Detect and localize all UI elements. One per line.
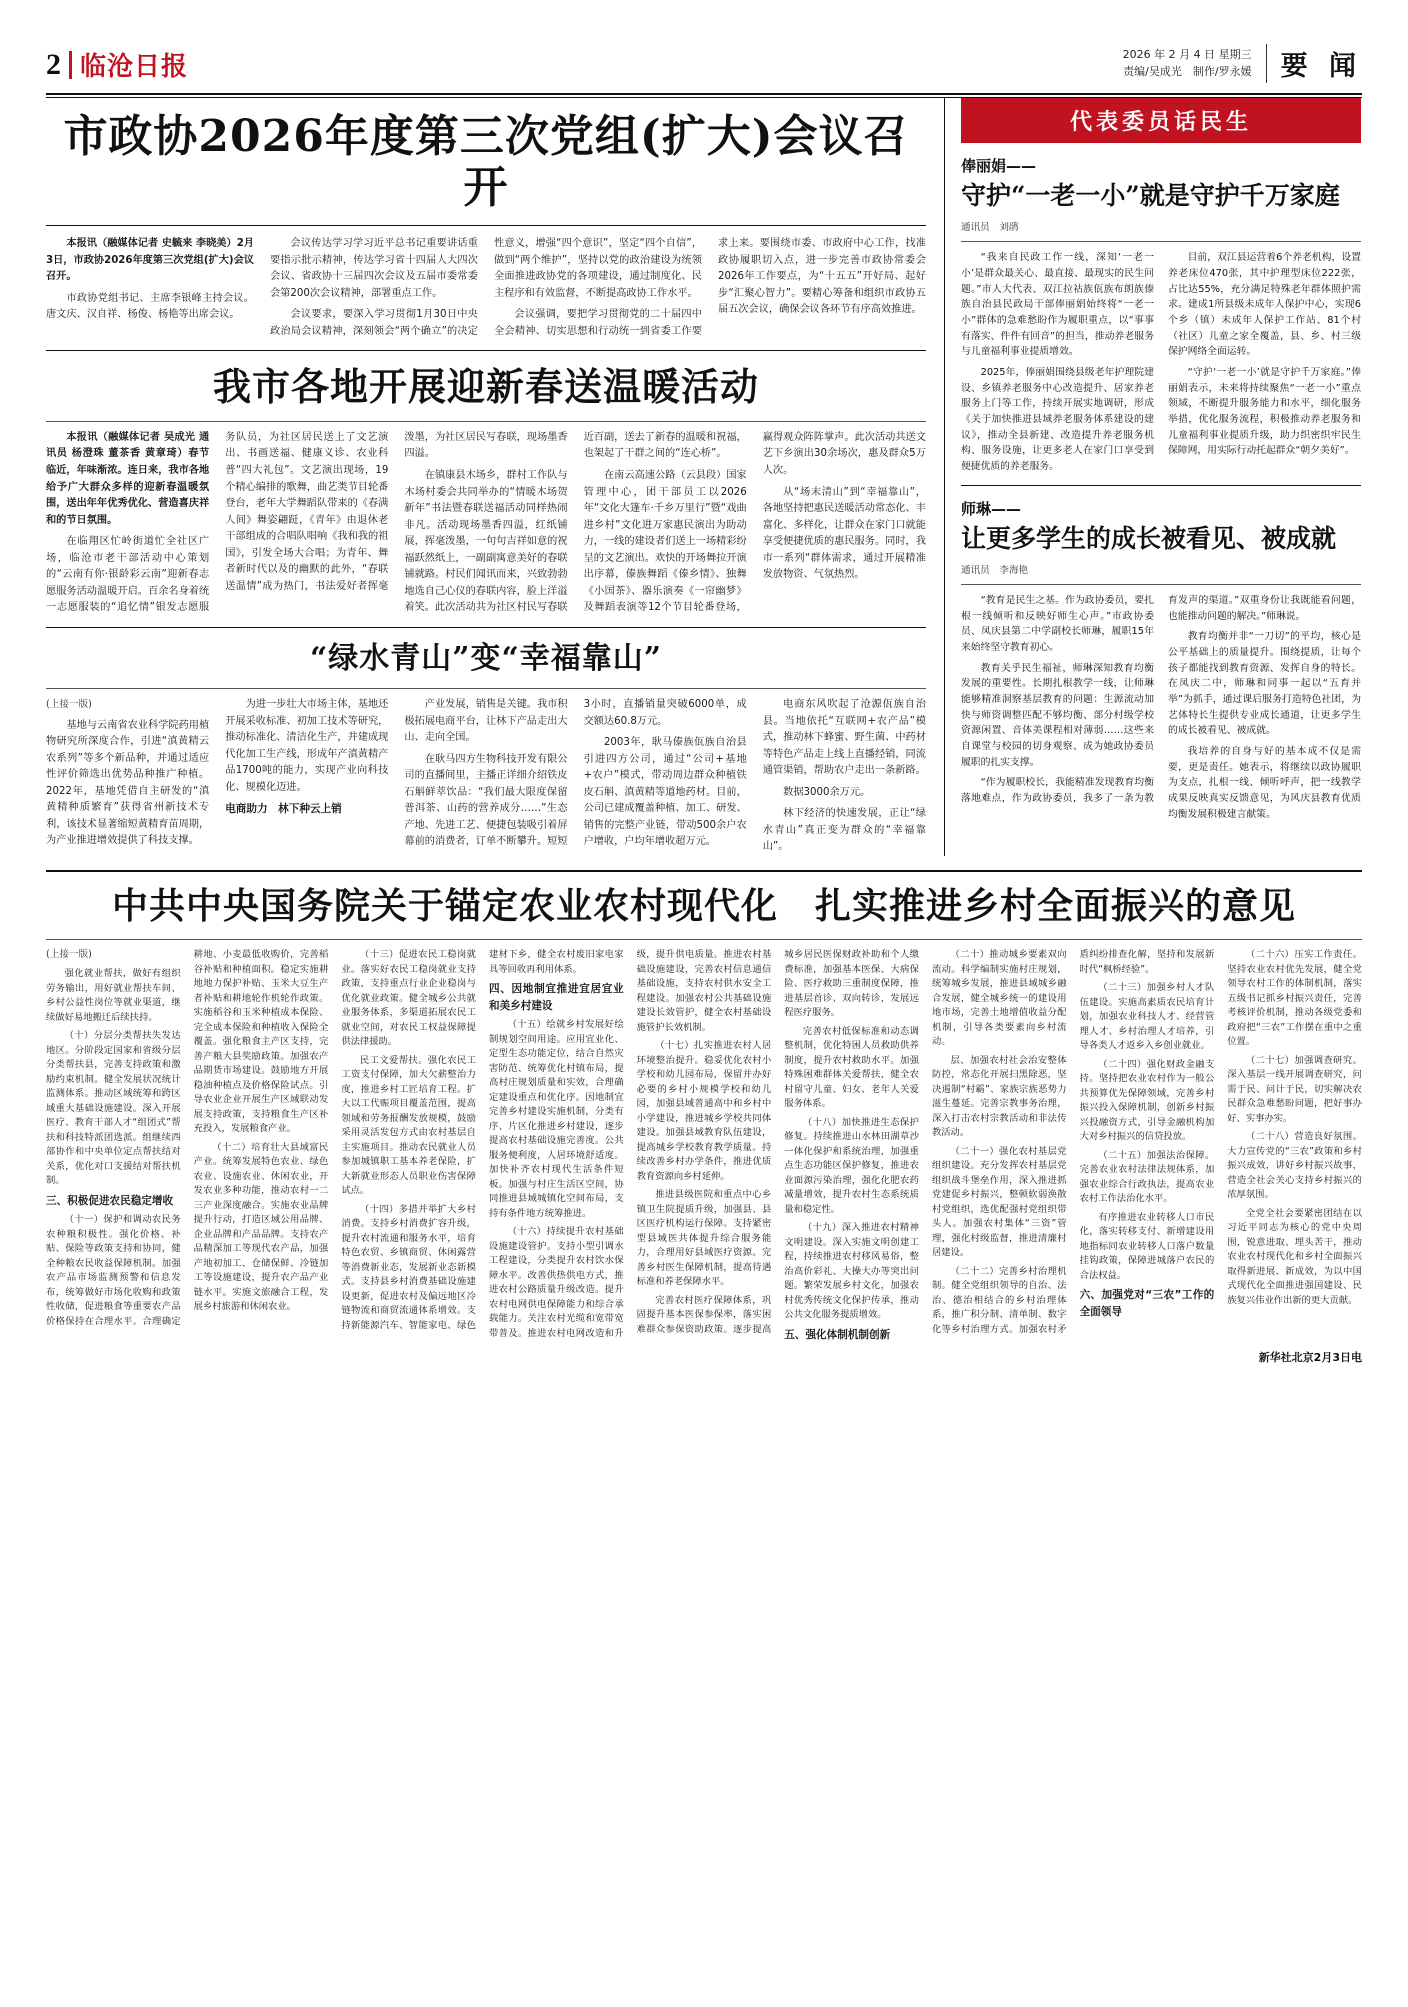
opinion-2-p5: 我培养的自身与好的基本成不仅是需要，更是责任。她表示，将继续以政协履职为支点，扎根一线、倾听呼声，把一线教学成果反映真实反馈意见，为风庆县教育优质均衡发展积极建言献策。: [1168, 745, 1361, 820]
lead-p3: 会议要求，要深入学习贯彻1月30日中央政治局会议精神，深刻领会“两个确立”的决定性意义，增强“四个意识”，坚定“四个自信”，做到“两个维护”，坚持以党的政治建设为统领全面推进政协党的各项建设，通过制度化、民主程序和有效监督，不断提高政协工作水平。: [270, 238, 702, 337]
story2-p4: 从“场末清山”到“幸福靠山”，各地坚持把惠民送暖活动常态化、丰富化、多样化，让群众在家门口就能享受便捷优质的惠民服务。同时，我市一系列“群体需求，通过开展精准发放物资、气氛热烈。: [762, 486, 926, 581]
story3-body: [46, 697, 926, 856]
left-column-group: [46, 98, 926, 856]
policy-c4-p4: （二十三）加强乡村人才队伍建设。实施高素质农民培育计划，加强农业科技人才、经营管理人才、乡村治理人才培养，引导各类人才返乡入乡创业就业。: [1079, 982, 1215, 1052]
opinion-2-p1: “教育是民生之基。作为政协委员，要扎根一线倾听和反映好师生心声。”市政协委员、凤庆县第二中学副校长师琳，履职15年来始终坚守教育初心。: [961, 594, 1154, 653]
policy-p2: （十）分层分类帮扶失发达地区。分阶段定国家和省级分层分类帮扶县，完善支持政策和激励约束机制。健全发展状况统计监测体系。推动区域统筹和跨区域重大基础设施建设。深入开展医疗、教育干部人才“组团式”帮扶和科技特派团选派。组继续西部协作和中央单位定点帮扶结对关系，优化对口支援结对帮扶机制。: [46, 1030, 181, 1187]
policy-c4-p3: （二十二）完善乡村治理机制。健全党组织领导的自治、法治、德治相结合的乡村治理体系，推广积分制、清单制、数字化等乡村治理方式。加强农村矛盾纠纷排查化解，坚持和发展新时代“枫桥经验”。: [931, 949, 1215, 1335]
masthead-divider-bar: [69, 51, 72, 79]
policy-section-5: 五、强化体制机制创新: [784, 1328, 891, 1341]
editor-credit: 责编/吴成光 制作/罗永媛: [1123, 64, 1252, 78]
section-name: 要 闻: [1266, 44, 1362, 83]
policy-body: [46, 948, 1362, 1343]
lead-rule: [46, 225, 926, 226]
opinion-2-p4: 教育均衡并非“一刀切”的平均，核心是公平基础上的质量提升。围绕提质，让每个孩子都能找到教育资源、发挥自身的特长。在凤庆二中，师琳和同事一起以“五育并举”为抓手，通过课后服务打造特色社团，为艺体特长生提供专业成长通道，让更多学生的成长被看见、被成就。: [1168, 631, 1361, 737]
opinion-rule-1: [961, 241, 1361, 242]
policy-c2-p2: （十四）多措并举扩大乡村消费。支持乡村消费扩容升级，提升农村流通和服务水平，培育特色农贸、乡镇商贸、休闲露营等消费新业态，发展新业态新模式。支持县乡村消费基础设施建设更新，促进农村及偏远地区冷链物流和商贸流通体系增效。支持新能源汽车、智能家电、绿色建材下乡，健全农村废旧家电家具等回收再利用体系。: [341, 949, 624, 1331]
story3-p5: 2003年，耿马傣族佤族自治县引进四方公司，通过“公司+基地+农户”模式，带动周边群众种植铁皮石斛、滇黄精等道地药材。目前，公司已建成覆盖种植、加工、研发、销售的完整产业链，带动500余户农户增收，户均年增收超万元。: [583, 737, 747, 848]
policy-c5-p4: （二十八）营造良好氛围。大力宣传党的“三农”政策和乡村振兴成效，讲好乡村振兴故事，营造全社会关心支持乡村振兴的浓厚氛围。: [1227, 1131, 1362, 1201]
lead-headline: 市政协2026年度第三次党组(扩大)会议召开: [63, 111, 909, 213]
policy-c2-p1: 民工文爱帮扶。强化农民工工资支付保障，加大欠薪整治力度，推进乡村工匠培育工程。扩大以工代赈项目覆盖范围，提高领域和劳务报酬发放规模，鼓励采用灵活发包方式由农村基层自主实施项目。推动农民就业人员参加城镇职工基本养老保险，扩大新就业形态人员职业伤害保障试点。: [341, 1054, 476, 1197]
policy-c3-p4: （十八）加快推进生态保护修复。持续推进山水林田湖草沙一体化保护和系统治理，加强重点生态功能区保护修复，推进农业面源污染治理，强化化肥农药减量增效，提升农村生态系统质量和稳定性。: [784, 1116, 919, 1215]
opinion-body-2: [961, 593, 1361, 822]
masthead-meta: [1123, 47, 1252, 80]
policy-c4-p5: （二十四）强化财政金融支持。坚持把农业农村作为一般公共预算优先保障领域，完善乡村振兴投入保障机制，创新乡村振兴投融资方式，引导金融机构加大对乡村振兴的信贷投放。: [1079, 1058, 1215, 1143]
policy-c5-p1: 有序推进农业转移人口市民化，落实转移支付、新增建设用地指标同农业转移人口落户数量挂钩政策，保障进城落户农民的合法权益。: [1079, 1211, 1215, 1281]
story3-rule-top: [46, 627, 926, 628]
story2-p2: 在镇康县木场乡，群村工作队与木场村委会共同举办的“情暖木场贺新年”书法暨春联送福活动同样热闹非凡。活动现场墨香四溢，红纸铺展，挥毫泼墨，一句句吉祥如意的祝福跃然纸上，一副副寓意美好的春联铺就路。村民们闻讯而来，兴致勃勃地选自己心仪的春联内容，脸上洋溢着笑。此次活动共为社区村民写春联近百副，送去了新春的温暖和祝福，也架起了干群之间的“连心桥”。: [404, 431, 747, 614]
opinion-rule-2: [961, 584, 1361, 585]
opinion-1-p3: 目前，双江县运营着6个养老机构，设置养老床位470张，其中护理型床位222张，占比达55%，充分满足特殊老年群体照护需求。建成1所县级未成年人保护中心，实现6个乡（镇）未成年人保护工作站、81个村（社区）儿童之家全覆盖，县、乡、村三级保护网络全面运转。: [1168, 252, 1361, 358]
policy-c2-p5: （十七）扎实推进农村人居环境整治提升。稳妥优化农村小学校和幼儿园布局，保留并办好必要的乡村小规模学校和幼儿园，加强县域普通高中和乡村中小学建设，推进城乡学校共同体建设。加强县域教育队伍建设，提高城乡学校教育教学质量。持续改善乡村办学条件，推进优质教育资源向乡村延伸。: [636, 1040, 772, 1182]
policy-c4-p2: （二十一）强化农村基层党组织建设。充分发挥农村基层党组织战斗堡垒作用，深入推进抓党建促乡村振兴，整顿软弱涣散村党组织，选优配强村党组织带头人。加强农村集体“三资”管理，强化村级监督，推进清廉村居建设。: [931, 1145, 1067, 1259]
policy-c5-p5: 全党全社会要紧密团结在以习近平同志为核心的党中央周围，锐意进取、埋头苦干，推动农业农村现代化和乡村全面振兴取得新进展、新成效，为以中国式现代化全面推进强国建设、民族复兴伟业作出新的更大贡献。: [1227, 1207, 1362, 1306]
story3-rule: [46, 688, 926, 689]
story3-p1: 基地与云南省农业科学院药用植物研究所深度合作，引进“滇黄精云农系列”等多个新品种，并通过适应性评价筛选出优势品种推广种植。2022年，基地凭借自主研发的“滇黄精种质繁育”获得省州新技术专利，该技术显著缩短黄精育苗周期，为产业推进增效提供了科技支撑。: [46, 719, 210, 847]
policy-c3-p2: 完善农村医疗保障体系，巩固提升基本医保参保率，落实困难群众参保资助政策。逐步提高城乡居民医保财政补助和个人缴费标准，加强基本医保、大病保险、医疗救助三重制度保障，推进基层首诊、双向转诊，发展远程医疗服务。: [636, 949, 919, 1335]
policy-section-4: 四、因地制宜推进宜居宜业和美乡村建设: [488, 983, 624, 1012]
opinion-kicker-1: 俸丽娟——: [961, 157, 1037, 175]
policy-rule: [46, 939, 1362, 940]
opinion-credit-1: 通讯员 刘鹃: [961, 222, 1019, 234]
policy-headline: 中共中央国务院关于锚定农业农村现代化 扎实推进乡村全面振兴的意见: [111, 884, 1296, 927]
policy-p4: （十二）培育壮大县域富民产业。统筹发展特色农业、绿色农业、设施农业、休闲农业，开发农业多种功能，推动农村一二三产业深度融合。实施农业品牌提升行动，打造区域公用品牌、企业品牌和产品品牌。支持农产品精深加工等现代农产品，加强产地初加工、仓储保鲜、冷链加工等设施建设，提升农产品产业链水平。实施文旅融合工程，发展乡村旅游和休闲农业。: [193, 1141, 329, 1313]
story3-headline: “绿水青山”变“幸福靠山”: [309, 640, 663, 676]
masthead-rule: [46, 93, 1362, 95]
page-number: 2: [46, 47, 61, 81]
policy-source-credit: 新华社北京2月3日电: [1258, 1351, 1362, 1365]
opinion-banner: 代表委员话民生: [961, 98, 1361, 143]
opinion-credit-2: 通讯员 李海艳: [961, 564, 1029, 576]
policy-c4-p1: 层、加强农村社会治安整体防控，常态化开展扫黑除恶，坚决遏制“村霸”、家族宗族恶势力滋生蔓延。完善宗教事务治理，深入打击农村宗教活动和非法传教活动。: [931, 1054, 1067, 1139]
opinion-headline-1: 守护“一老一小”就是守护千万家庭: [961, 181, 1340, 210]
opinion-1-p4: “守护‘一老一小’就是守护千万家庭。”俸丽娟表示，未来将持续聚焦“一老一小”重点领域，不断提升服务能力和水平，细化服务举措，优化服务流程，积极推动养老服务和儿童福利事业提质升级，助力织密织牢民生保障网，用实际行动托起群众“朝夕美好”。: [1168, 366, 1361, 457]
lead-p4: 会议强调，要把学习贯彻党的二十届四中全会精神、切实思想和行动统一到省委工作要求上来。要围绕市委、市政府中心工作，找准政协履职切入点，进一步完善市政协常委会2026年工作要点，为“十五五”开好局、起好步“汇聚心智力”。要精心筹备和组织市政协五届五次会议，确保会议各环节有序高效推进。: [494, 238, 926, 337]
policy-c3-p5: （十九）深入推进农村精神文明建设。深入实施文明创建工程，持续推进农村移风易俗，整治高价彩礼、大操大办等突出问题。繁荣发展乡村文化，加强农村优秀传统文化保护传承，推动公共文化服务提质增效。: [784, 1222, 919, 1321]
opinion-1-p2: 2025年，俸丽娟围绕县级老年护理院建设、乡镇养老服务中心改造提升、居家养老服务上门等工作，持续开展实地调研，形成《关于加快推进县域养老服务体系建设的建议》，推动全县新建、改造提升养老服务机构、服务设施，让更多老人在家门口享受到便捷优质的养老服务。: [961, 366, 1154, 472]
top-section: [46, 98, 1362, 856]
lead-p1: 市政协党组书记、主席李银峰主持会议。唐文庆、汉自祥、杨俊、杨艳等出席会议。: [46, 292, 254, 321]
policy-rule-top: [46, 870, 1362, 872]
story2-p1: 在临翔区忙岭街道忙全社区广场，临沧市老干部活动中心策划的“云南有你·银龄彩云南”迎新春志愿服务活动温暖开启。百余名身着统一志愿服装的“追忆情”银发志愿服务队员，为社区居民送上了文艺演出、书画送福、健康义诊、农业科普“四大礼包”。文艺演出现场，19个精心编排的歌舞，曲艺类节目轮番登台，老年大学舞蹈队带来的《春满人间》舞姿翩跹，《青年》由退休老干部组成的合唱队唱响《我和我的祖国》，引发全场大合唱；为青年、舞者新时代以及的幽默的此外，“春联送温情”成为热门，书法爱好者挥毫泼墨，为社区居民写春联，现场墨香四溢。: [46, 431, 568, 614]
opinion-body-1: [961, 250, 1361, 474]
opinion-separator: [961, 485, 1361, 486]
policy-c5-p3: （二十七）加强调查研究。深入基层一线开展调查研究，问需于民、问计于民，切实解决农民群众急难愁盼问题，把好事办好、实事办实。: [1227, 1054, 1362, 1124]
story2-rule-top: [46, 350, 926, 351]
masthead-right: [1123, 44, 1362, 83]
story3-p2: 为进一步壮大市场主体，基地还开展采收标准、初加工技术等研究，推动标准化、清洁化生产，并建成现代化加工生产线，形成年产滇黄精产品1700吨的能力，实现产业向科技化、规模化迈进。: [225, 699, 389, 793]
lead-byline: 本报讯（融媒体记者 史毓来 李晓美）2月3日，市政协2026年度第三次党组(扩大)会议召开。: [46, 238, 254, 283]
policy-c2-p3: （十五）绘就乡村发展好绘制规划空间用途。应用宜业化、定型生态功能定位，结合自然灾害防范、统筹优化村镇布局，提高村庄规划质量和实效，合理确定建设重点和优化序。因地制宜完善乡村建设实施机制，分类有序、片区化推进乡村建设，逐步提高农村基础设施完善度。公共服务便利度，人居环境舒适度。加快补齐农村现代生活条件短板。加强与村庄生活区空间，协同推进县域城镇化空间布局，支持有条件地方统筹推进。: [488, 1019, 624, 1219]
policy-c4-p6: （二十五）加强法治保障。完善农业农村法律法规体系，加强农业综合行政执法，提高农业农村工作法治化水平。: [1079, 1149, 1215, 1205]
masthead-left: [46, 46, 188, 83]
opinion-2-p2: 教育关乎民生福祉，师琳深知教育均衡发展的重要性。长期扎根教学一线，让师琳能够精准洞察基层教育的问题：生源流动加快与师资调整匹配不够均衡、部分村级学校资源闲置、音体美课程相对薄弱……这些来自课堂与校园的切身观察、成为她政协委员履职的扎实支撑。: [961, 662, 1154, 768]
opinion-item-2: [961, 498, 1361, 823]
policy-c3-p1: 推进县级医院和重点中心乡镇卫生院提质升级，加强县、县区医疗机构运行保障。支持紧密型县域医共体提升综合服务能力，合理用好县域医疗资源。完善乡村医生保障机制，提高待遇标准和养老保障水平。: [636, 1189, 772, 1288]
story2-byline: 本报讯（融媒体记者 吴成光 通讯员 杨澄珠 董茶香 黄章琦）春节临近，年味渐浓。连日来，我市各地给予广大群众多样的迎新春温暖氛围，送出年年优秀优化、营造喜庆祥和的节日氛围。: [46, 431, 210, 526]
policy-c3-p3: 完善农村低保标准和动态调整机制，优化特困人员救助供养制度，提升农村救助水平。加强特殊困难群体关爱帮扶，健全农村留守儿童、妇女、老年人关爱服务体系。: [784, 1025, 919, 1110]
story3-subhead: 电商助力 林下种云上销: [225, 803, 342, 816]
policy-p5: （十三）促进农民工稳岗就业。落实好农民工稳岗就业支持政策，支持重点行业企业稳岗与优化就业政策。健全城乡公共就业服务体系，多渠道拓展农民工就业空间，对农民工权益保障提供法律援助。: [341, 949, 476, 1048]
masthead: [46, 44, 1362, 89]
policy-p1: 强化就业帮扶，做好有组织劳务输出，用好就业帮扶车间、乡村公益性岗位等就业渠道，继续做好易地搬迁后续扶持。: [46, 968, 181, 1023]
story3-p4: 在耿马四方生物科技开发有限公司的直播间里，主播正详细介绍铁皮石斛鲜萃饮品：“我们最大限度保留普洱茶、山药的营养成分……”生态产地、先进工艺、便捷包装吸引着屏幕前的消费者，订单不断攀升。短短3小时，直播销量突破6000单，成交额达60.8万元。: [404, 699, 747, 848]
lead-article-body: [46, 236, 926, 340]
story3-p8: 林下经济的快速发展，正让“绿水青山”真正变为群众的“幸福靠山”。: [762, 808, 926, 853]
policy-c3-p6: （二十）推动城乡要素双向流动。科学编制实施村庄规划，统筹城乡发展，推进县域城乡融合发展，健全城乡统一的建设用地市场，完善土地增值收益分配机制，引导各类要素向乡村流动。: [931, 949, 1067, 1048]
opinion-column: [944, 98, 1361, 856]
story3-continuation-note: (上接一版): [46, 699, 92, 711]
story2-rule: [46, 421, 926, 422]
lead-p2: 会议传达学习学习近平总书记重要讲话重要指示批示精神，传达学习省十四届人大四次会议、省政协十三届四次会议及五届市委常委会第200次会议精神，部署重点工作。: [270, 238, 478, 299]
story2-headline: 我市各地开展迎新春送温暖活动: [212, 364, 759, 410]
story3-p3: 产业发展，销售是关键。我市积极拓展电商平台，让林下产品走出大山、走向全国。: [404, 699, 568, 744]
story3-p7: 数据3000余万元。: [783, 786, 871, 798]
story2-p3: 在南云高速公路（云县段）国家管理中心，团干部员工以2026年“文化大篷车·千乡万里行”暨“戏曲进乡村”文化进万家惠民演出为助动力，一线的建设者们送上一场精彩纷呈的文艺演出。欢快的开场舞拉开演出序幕，傣族舞蹈《傣乡情》、独舞《小国茶》、器乐演奏《一帘幽梦》及舞蹈表演等12个节目轮番登场，赢得观众阵阵掌声。此次活动共送文艺下乡演出30余场次，惠及群众5万人次。: [583, 431, 926, 614]
story2-body: [46, 430, 926, 617]
opinion-headline-2: 让更多学生的成长被看见、被成就: [961, 523, 1337, 553]
publish-date: 2026 年 2 月 4 日 星期三: [1122, 48, 1252, 61]
policy-c2-p4: （十六）持续提升农村基础设施建设管护。支持小型引调水工程建设，分类提升农村饮水保障水平。改善供热供电方式，推进农村公路质量升级改造。提升农村电网供电保障能力和综合承载能力。关注农村光缆和宽带宽带普及。推进农村电网改造和升级，提升供电质量。推进农村基础设施建设，完善农村信息通信基础设施，支持农村供水安全工程建设。加强农村公共基础设施建设长效管护，健全农村基础设施管护长效机制。: [488, 949, 772, 1339]
policy-p3: （十一）保护和调动农民务农种粮积极性。强化价格、补贴、保险等政策支持和协同，健全种粮农民收益保障机制。加强农产品市场监测预警和信息发布，统筹做好市场化收购和政策性收储，促进粮食等重要农产品价格保持在合理水平。合理确定耕地、小麦最低收购价，完善稻谷补贴和种植面积。稳定实施耕地地力保护补贴、玉米大豆生产者补贴和耕地轮作机轮作政策。实施稻谷和玉米种植成本保险、完全成本保险和种植收入保险全覆盖。强化粮食主产区支持，完善产粮大县奖励政策。加强农产品期货市场建设。鼓励地方开展稳油种植点及价格保险试点。引导农业企业开展生产区域联动发展支持政策，支持粮食生产区补充投入，发展粮食产业。: [46, 949, 329, 1327]
paper-name: 临沧日报: [80, 52, 189, 82]
opinion-kicker-2: 师琳——: [961, 499, 1022, 518]
opinion-item-1: [961, 155, 1361, 475]
opinion-1-p1: “我来自民政工作一线，深知‘一老一小’是群众最关心、最直接、最现实的民生问题。”市人大代表、双江拉祜族佤族布朗族傣族自治县民政局干部俸丽娟始终将“一老一小”群体的急难愁盼作为履职重点，以“事事有落实、件件有回音”的担当，推动养老服务与儿童福利事业提质增效。: [961, 252, 1154, 358]
opinion-2-p3: “作为履职校长，我能精准发现教育均衡落地难点，作为政协委员，我多了一条为教育发声的渠道。”双重身份让我既能看问题，也能推动问题的解决。”师琳说。: [961, 594, 1361, 804]
policy-continuation-note: (上接一版): [46, 949, 92, 961]
story3-p6: 电商东风吹起了沧源佤族自治县。当地依托“互联网+农产品”模式，推动林下蜂蜜、野生菌、中药材等特色产品走上线上直播经销，同流通管渠销，帮助农户走出一条新路。: [762, 699, 926, 777]
policy-c5-p2: （二十六）压实工作责任。坚持农业农村优先发展，健全党领导农村工作的体制机制，落实五级书记抓乡村振兴责任，完善考核评价机制，推动各级党委和政府把“三农”工作摆在重中之重位置。: [1227, 949, 1362, 1048]
policy-section-6: 六、加强党对“三农”工作的全面领导: [1079, 1289, 1215, 1318]
policy-section-3: 三、积极促进农民稳定增收: [46, 1194, 174, 1207]
